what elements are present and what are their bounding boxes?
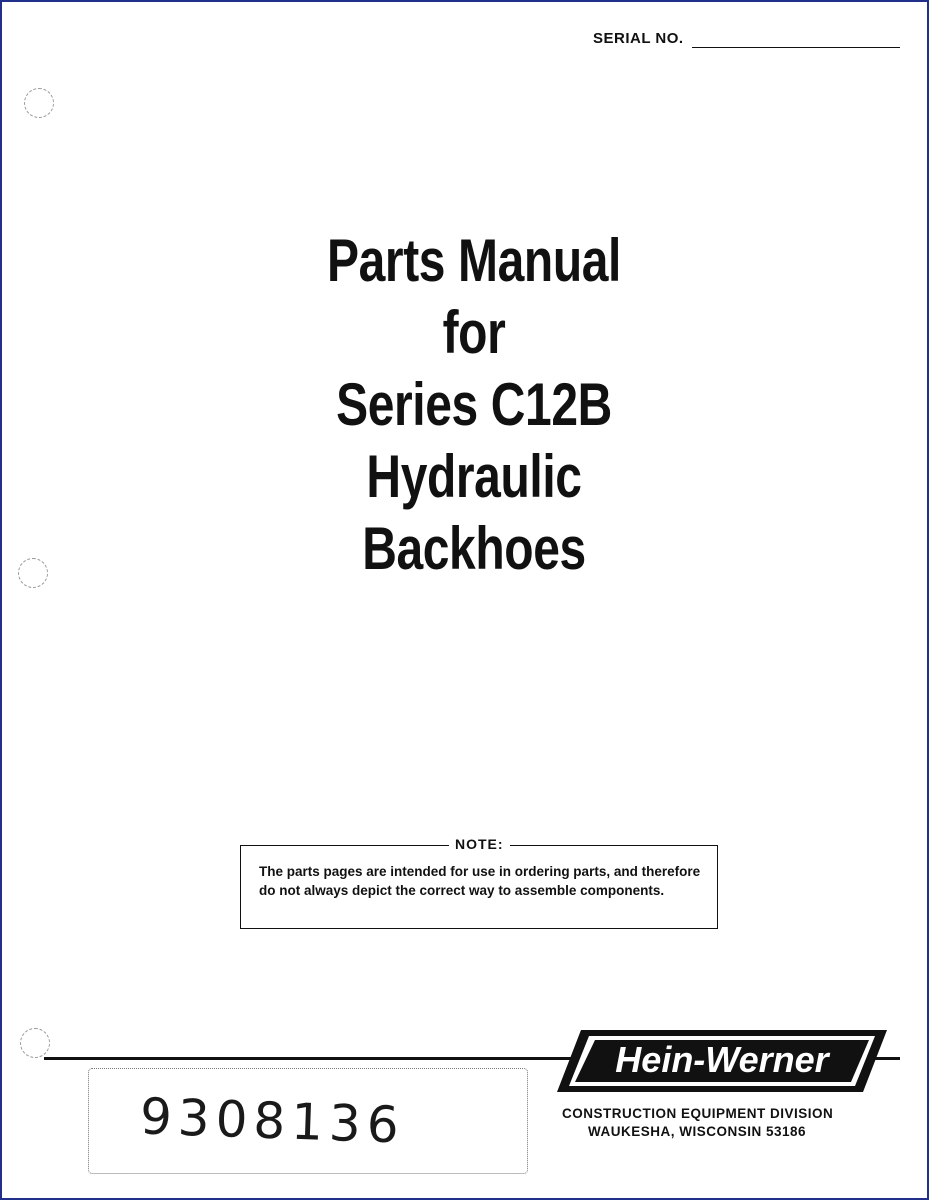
hein-werner-logo-graphic	[557, 1030, 887, 1092]
serial-number-field	[692, 47, 900, 48]
binder-hole-middle	[18, 558, 48, 588]
hein-werner-logo	[557, 1030, 887, 1097]
handwritten-number: 9308136	[139, 1087, 406, 1155]
serial-number-label: SERIAL NO.	[593, 30, 684, 47]
title-line-3: Series C12B	[336, 371, 612, 438]
division-name: CONSTRUCTION EQUIPMENT DIVISION	[562, 1106, 834, 1121]
note-text: The parts pages are intended for use in ordering parts, and therefore do not always depict the correct way to assemble components.	[259, 864, 701, 898]
title-line-4: Hydraulic Backhoes	[362, 443, 586, 582]
title-line-1: Parts Manual	[327, 227, 621, 294]
company-address: WAUKESHA, WISCONSIN 53186	[588, 1124, 807, 1139]
note-box	[240, 836, 718, 929]
binder-hole-top	[24, 88, 54, 118]
document-title	[200, 225, 748, 585]
logo-text: Hein-Werner	[615, 1039, 829, 1080]
binder-hole-bottom	[20, 1028, 50, 1058]
note-label: NOTE:	[449, 836, 510, 852]
title-line-2: for	[442, 299, 506, 366]
